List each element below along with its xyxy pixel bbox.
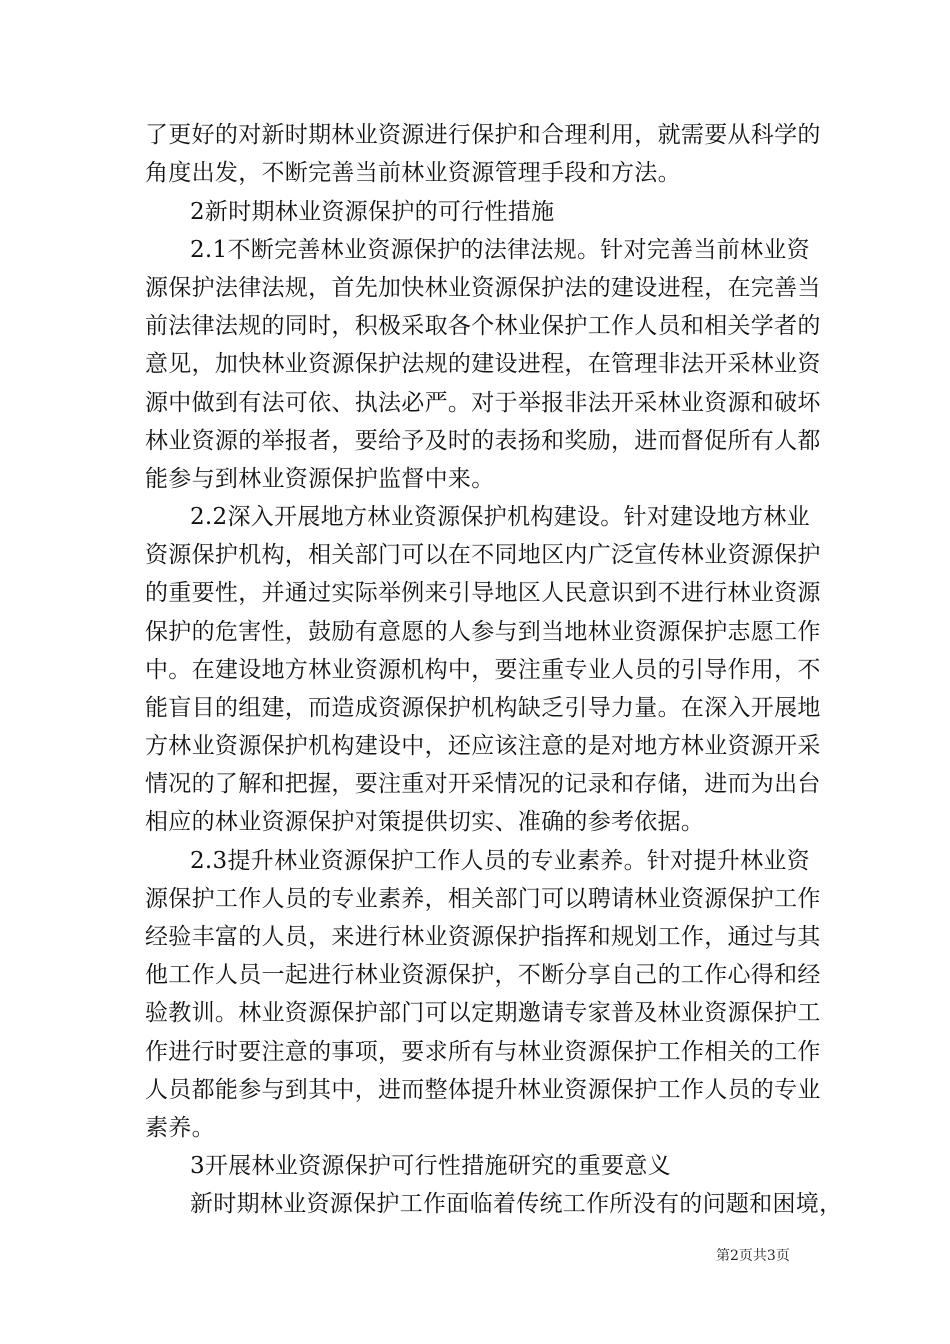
text-line: 相应的林业资源保护对策提供切实、准确的参考依据。: [145, 809, 705, 835]
text-line: 2.1不断完善林业资源保护的法律法规。针对完善当前林业资: [190, 237, 810, 263]
text-line: 的重要性，并通过实际举例来引导地区人民意识到不进行林业资源: [145, 580, 821, 606]
text-line: 源保护工作人员的专业素养，相关部门可以聘请林业资源保护工作: [145, 886, 821, 912]
text-line: 素养。: [145, 1115, 215, 1141]
text-line: 能参与到林业资源保护监督中来。: [145, 466, 495, 492]
section-heading: 2新时期林业资源保护的可行性措施: [190, 199, 555, 225]
text-line: 林业资源的举报者，要给予及时的表扬和奖励，进而督促所有人都: [145, 428, 821, 454]
text-line: 前法律法规的同时，积极采取各个林业保护工作人员和相关学者的: [145, 313, 821, 339]
text-line: 2.2深入开展地方林业资源保护机构建设。针对建设地方林业: [190, 504, 810, 530]
text-line: 了更好的对新时期林业资源进行保护和合理利用，就需要从科学的: [145, 122, 821, 148]
text-line: 源中做到有法可依、执法必严。对于举报非法开采林业资源和破坏: [145, 390, 821, 416]
text-line: 经验丰富的人员，来进行林业资源保护指挥和规划工作，通过与其: [145, 924, 821, 950]
text-line: 新时期林业资源保护工作面临着传统工作所没有的问题和困境，: [190, 1191, 843, 1217]
text-line: 方林业资源保护机构建设中，还应该注意的是对地方林业资源开采: [145, 733, 821, 759]
section-heading: 3开展林业资源保护可行性措施研究的重要意义: [190, 1153, 671, 1179]
text-line: 情况的了解和把握，要注重对开采情况的记录和存储，进而为出台: [145, 771, 821, 797]
text-line: 资源保护机构，相关部门可以在不同地区内广泛宣传林业资源保护: [145, 542, 821, 568]
text-line: 他工作人员一起进行林业资源保护，不断分享自己的工作心得和经: [145, 962, 821, 988]
text-line: 保护的危害性，鼓励有意愿的人参与到当地林业资源保护志愿工作: [145, 619, 821, 645]
text-line: 意见，加快林业资源保护法规的建设进程，在管理非法开采林业资: [145, 351, 821, 377]
text-line: 源保护法律法规，首先加快林业资源保护法的建设进程，在完善当: [145, 275, 821, 301]
text-line: 作进行时要注意的事项，要求所有与林业资源保护工作相关的工作: [145, 1039, 821, 1065]
text-line: 能盲目的组建，而造成资源保护机构缺乏引导力量。在深入开展地: [145, 695, 821, 721]
text-line: 2.3提升林业资源保护工作人员的专业素养。针对提升林业资: [190, 848, 810, 874]
page-number-footer: 第2页共3页: [716, 1248, 790, 1264]
text-line: 验教训。林业资源保护部门可以定期邀请专家普及林业资源保护工: [145, 1000, 821, 1026]
text-line: 人员都能参与到其中，进而整体提升林业资源保护工作人员的专业: [145, 1077, 821, 1103]
text-line: 角度出发，不断完善当前林业资源管理手段和方法。: [145, 160, 681, 186]
text-line: 中。在建设地方林业资源机构中，要注重专业人员的引导作用，不: [145, 657, 821, 683]
